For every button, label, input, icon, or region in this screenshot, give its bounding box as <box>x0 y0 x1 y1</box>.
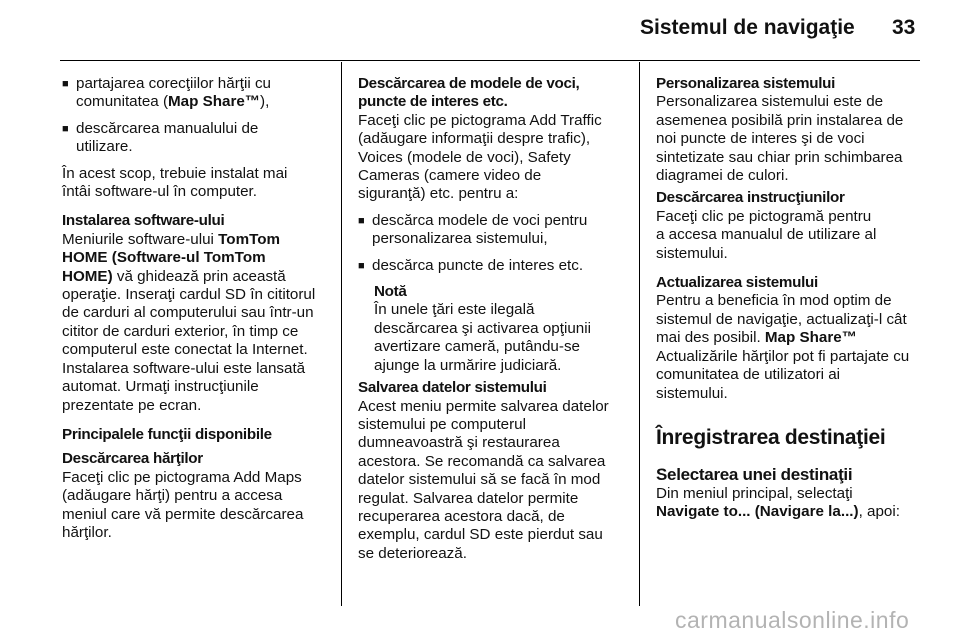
paragraph: HOME) vă ghidează prin această <box>62 267 286 285</box>
page-title: Sistemul de navigaţie <box>640 16 855 39</box>
paragraph: dumneavoastră şi restaurarea <box>358 434 560 452</box>
list-item <box>358 212 632 249</box>
list-item-text: descărca modele de voci pentru <box>372 211 588 229</box>
paragraph: recuperarea acestora dacă, de <box>358 507 565 525</box>
paragraph: HOME (Software-ul TomTom <box>62 249 266 267</box>
paragraph: acestora. Se recomandă ca salvarea <box>358 452 606 470</box>
paragraph: regulat. Salvarea datelor permite <box>358 489 579 507</box>
paragraph: mai des posibil. Map Share™ <box>656 329 857 347</box>
section-title: Înregistrarea destinaţiei <box>656 425 886 449</box>
paragraph: (adăugare hărţi) pentru a accesa <box>62 487 283 505</box>
paragraph: În acest scop, trebuie instalat mai <box>62 164 288 182</box>
note-text: În unele ţări este ilegală <box>374 301 535 319</box>
column-3 <box>656 75 952 522</box>
bullet-marker: ■ <box>358 214 365 227</box>
list-item <box>358 257 632 275</box>
paragraph: Pentru a beneficia în mod optim de <box>656 292 892 310</box>
note-text: descărcarea şi activarea opţiunii <box>374 319 591 337</box>
paragraph: a accesa manualul de utilizare al <box>656 226 877 244</box>
note-text: ajunge la urmărire judiciară. <box>374 356 562 374</box>
paragraph: (adăugare informaţii despre trafic), <box>358 130 591 148</box>
note-heading: Notă <box>374 283 407 301</box>
section-heading: Descărcarea hărţilor <box>62 450 203 468</box>
paragraph: Voices (modele de voci), Safety <box>358 148 571 166</box>
section-heading: Salvarea datelor sistemului <box>358 379 547 397</box>
paragraph: Instalarea software-ului este lansată <box>62 359 306 377</box>
paragraph: noi puncte de interes şi de voci <box>656 130 865 148</box>
paragraph: operaţie. Inseraţi cardul SD în cititorul <box>62 286 316 304</box>
paragraph: se deteriorează. <box>358 544 467 562</box>
paragraph: sistemul de navigaţie, actualizaţi-l cât <box>656 310 907 328</box>
list-item-text: descărcarea manualului de <box>76 119 259 137</box>
section-heading: Descărcarea de modele de voci, <box>358 75 580 92</box>
note-text: avertizare cameră, putându-se <box>374 338 580 356</box>
paragraph: datelor sistemului să se facă în mod <box>358 471 601 489</box>
note-box <box>358 283 632 375</box>
paragraph: asemenea posibilă prin instalarea de <box>656 111 904 129</box>
header-rule <box>60 60 920 61</box>
column-2 <box>358 75 632 563</box>
paragraph: Cameras (camere video de <box>358 167 542 185</box>
section-heading: puncte de interes etc. <box>358 93 508 111</box>
column-divider-1 <box>341 62 342 606</box>
paragraph: sistemului. <box>656 384 728 402</box>
paragraph: cititor de carduri exterior, în timp ce <box>62 322 299 340</box>
map-share-term: Map Share™ <box>764 329 857 347</box>
paragraph: automat. Urmaţi instrucţiunile <box>62 378 259 396</box>
column-divider-2 <box>639 62 640 606</box>
paragraph: exemplu, cardul SD este pierdut sau <box>358 526 603 544</box>
page-number: 33 <box>892 16 916 39</box>
list-item-text: utilizare. <box>76 138 133 156</box>
section-heading: Instalarea software-ului <box>62 212 225 230</box>
subsection-title: Selectarea unei destinaţii <box>656 464 853 484</box>
paragraph: hărţilor. <box>62 523 112 541</box>
watermark: carmanualsonline.info <box>675 607 910 633</box>
bullet-marker: ■ <box>62 122 69 135</box>
bullet-marker: ■ <box>62 78 69 90</box>
paragraph: sintetizate sau chiar prin schimbarea <box>656 148 903 166</box>
paragraph: Faceţi clic pe pictograma Add Traffic <box>358 111 602 129</box>
bullet-marker: ■ <box>358 259 365 272</box>
list-item-text: personalizarea sistemului, <box>372 230 548 248</box>
paragraph: computerul este conectat la Internet. <box>62 341 308 359</box>
list-item-text: comunitatea (Map Share™), <box>76 93 270 111</box>
paragraph: Din meniul principal, selectaţi <box>656 484 853 502</box>
column-1 <box>62 75 334 542</box>
list-item-text: partajarea corecţiilor hărţii cu <box>76 75 271 92</box>
list-item <box>62 120 334 157</box>
paragraph: Personalizarea sistemului este de <box>656 93 884 111</box>
paragraph: întâi software-ul în computer. <box>62 183 257 201</box>
paragraph: sistemului. <box>656 244 728 262</box>
paragraph: meniul care vă permite descărcarea <box>62 505 304 523</box>
paragraph: diagramei de culori. <box>656 167 789 185</box>
paragraph: de carduri al computerului sau într-un <box>62 304 314 322</box>
list-item-text: descărca puncte de interes etc. <box>372 256 584 274</box>
paragraph: sistemului pe computerul <box>358 415 526 433</box>
section-heading: Descărcarea instrucţiunilor <box>656 189 845 207</box>
paragraph: Faceţi clic pe pictograma Add Maps <box>62 468 302 486</box>
section-heading: Personalizarea sistemului <box>656 75 836 92</box>
map-share-term: Map Share™ <box>168 93 261 111</box>
list-item <box>62 75 334 112</box>
paragraph: siguranţă) etc. pentru a: <box>358 185 519 203</box>
paragraph: Navigate to... (Navigare la...), apoi: <box>656 503 900 521</box>
paragraph: Faceţi clic pe pictogramă pentru <box>656 207 872 225</box>
paragraph: comunitatea de utilizatori ai <box>656 366 841 384</box>
paragraph: Actualizările hărţilor pot fi partajate cu <box>656 347 910 365</box>
paragraph: prezentate pe ecran. <box>62 396 202 414</box>
paragraph: Meniurile software-ului TomTom <box>62 230 281 248</box>
section-heading: Actualizarea sistemului <box>656 274 818 292</box>
paragraph: Acest meniu permite salvarea datelor <box>358 397 609 415</box>
section-heading: Principalele funcţii disponibile <box>62 425 272 443</box>
